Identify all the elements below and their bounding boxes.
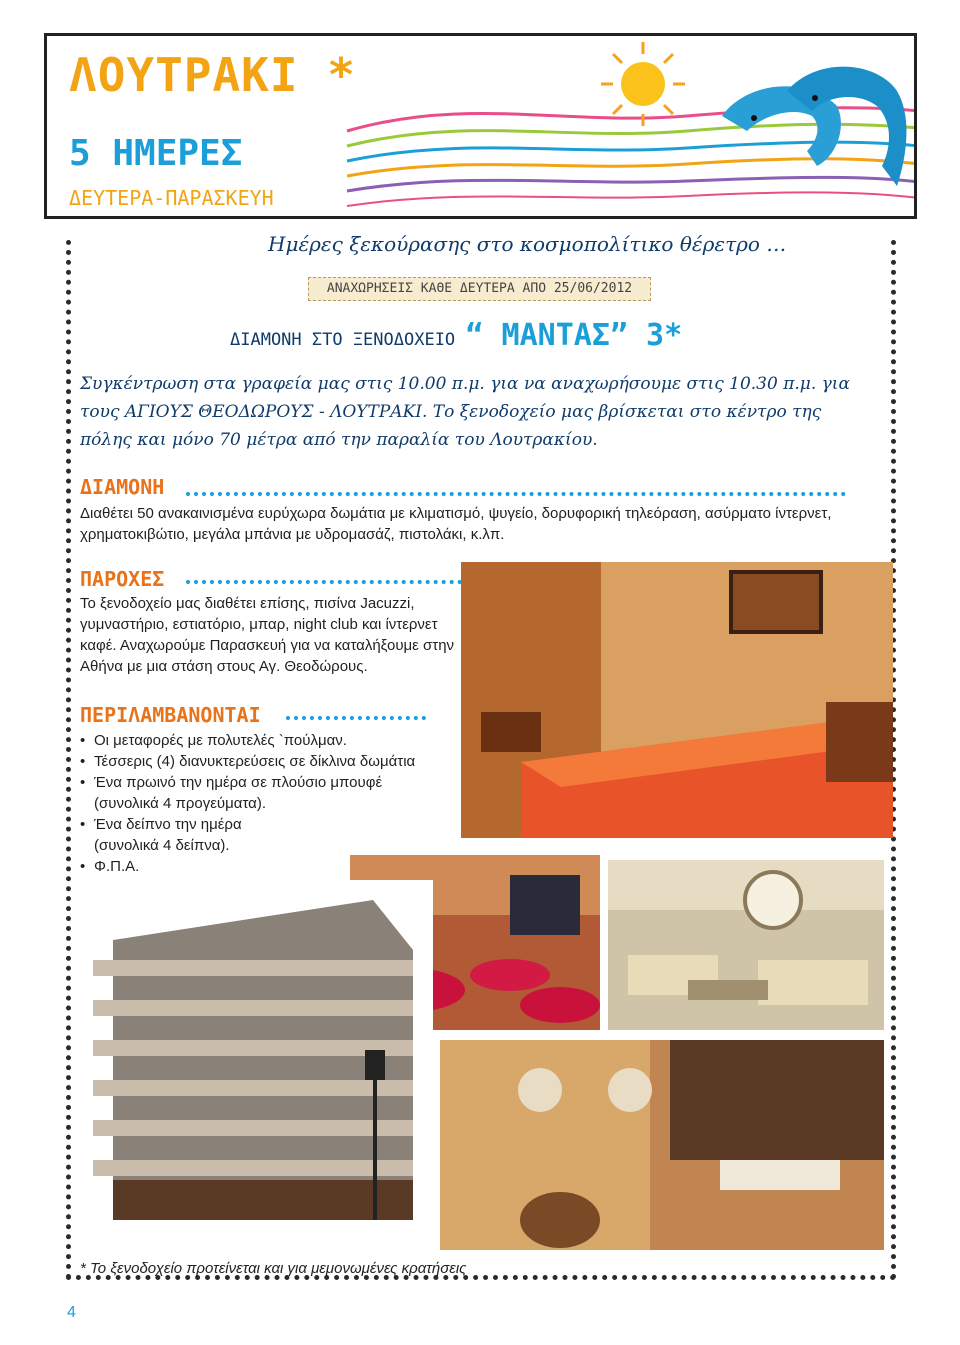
facilities-title: ΠΑΡΟΧΕΣ — [80, 567, 165, 591]
days-subtitle: ΔΕΥΤΕΡΑ-ΠΑΡΑΣΚΕΥΗ — [69, 186, 274, 210]
bedroom-photo — [461, 562, 893, 838]
lounge-photo — [608, 860, 884, 1030]
tagline: Ημέρες ξεκούρασης στο κοσμοπολίτικο θέρετρο … — [268, 232, 787, 256]
hotel-name: “ ΜΑΝΤΑΣ” 3* — [465, 318, 683, 353]
list-item: • Ένα πρωινό την ημέρα σε πλούσιο μπουφέ (συνολικά 4 προγεύματα). — [80, 772, 440, 814]
accommodation-title: ΔΙΑΜΟΝΗ — [80, 475, 165, 499]
departures-badge: ΑΝΑΧΩΡΗΣΕΙΣ ΚΑΘΕ ΔΕΥΤΕΡΑ ΑΠΟ 25/06/2012 — [308, 277, 651, 301]
included-title: ΠΕΡΙΛΑΜΒΑΝΟΝΤΑΙ — [80, 703, 261, 727]
accommodation-text: Διαθέτει 50 ανακαινισμένα ευρύχωρα δωμάτια με κλιματισμό, ψυγείο, δορυφορική τηλεόραση, ασύρματο ίντερνετ, χρηματοκιβώτιο, μεγάλα μπάνια με υδρομασάζ, πιστολάκι, κ.λπ. — [80, 505, 832, 543]
hotel-heading — [230, 318, 682, 353]
list-item: • Τέσσερις (4) διανυκτερεύσεις σε δίκλινα δωμάτια — [80, 751, 440, 772]
destination-title: ΛΟΥΤΡΑΚΙ * — [69, 48, 356, 102]
facilities-text: Το ξενοδοχείο μας διαθέτει επίσης, πισίνα Jacuzzi, γυμναστήριο, εστιατόριο, μπαρ, night club και ίντερνετ καφέ. Αναχωρούμε Παρασκευή για να καταλήξουμε στην Αθήνα με μια στάση στους Αγ. Θεοδώρους. — [80, 595, 455, 675]
list-item: • Ένα δείπνο την ημέρα (συνολικά 4 δείπνα). — [80, 814, 274, 856]
hotel-exterior-photo — [73, 880, 433, 1250]
list-item: • Φ.Π.Α. — [80, 856, 440, 877]
section-divider — [186, 492, 846, 496]
list-item: • Οι μεταφορές με πολυτελές `πούλμαν. — [80, 730, 440, 751]
header-banner — [44, 33, 917, 219]
footnote: * Το ξενοδοχείο προτείνεται και για μεμονωμένες κρατήσεις — [80, 1260, 467, 1277]
duration-title: 5 ΗΜΕΡΕΣ — [69, 133, 243, 174]
dining-hall-photo — [440, 1040, 884, 1250]
intro-paragraph: Συγκέντρωση στα γραφεία μας στις 10.00 π.μ. για να αναχωρήσουμε στις 10.30 π.μ. για τους ΑΓΙΟΥΣ ΘΕΟΔΩΡΟΥΣ - ΛΟΥΤΡΑΚΙ. Το ξενοδοχείο μας βρίσκεται στο κέντρο της πόλης και μόνο 70 μέτρα από την παραλία του Λουτρακίου. — [80, 374, 850, 450]
section-divider — [286, 716, 426, 720]
page-number: 4 — [67, 1304, 76, 1321]
hotel-heading-prefix: ΔΙΑΜΟΝΗ ΣΤΟ ΞΕΝΟΔΟΧΕΙΟ — [230, 330, 456, 350]
